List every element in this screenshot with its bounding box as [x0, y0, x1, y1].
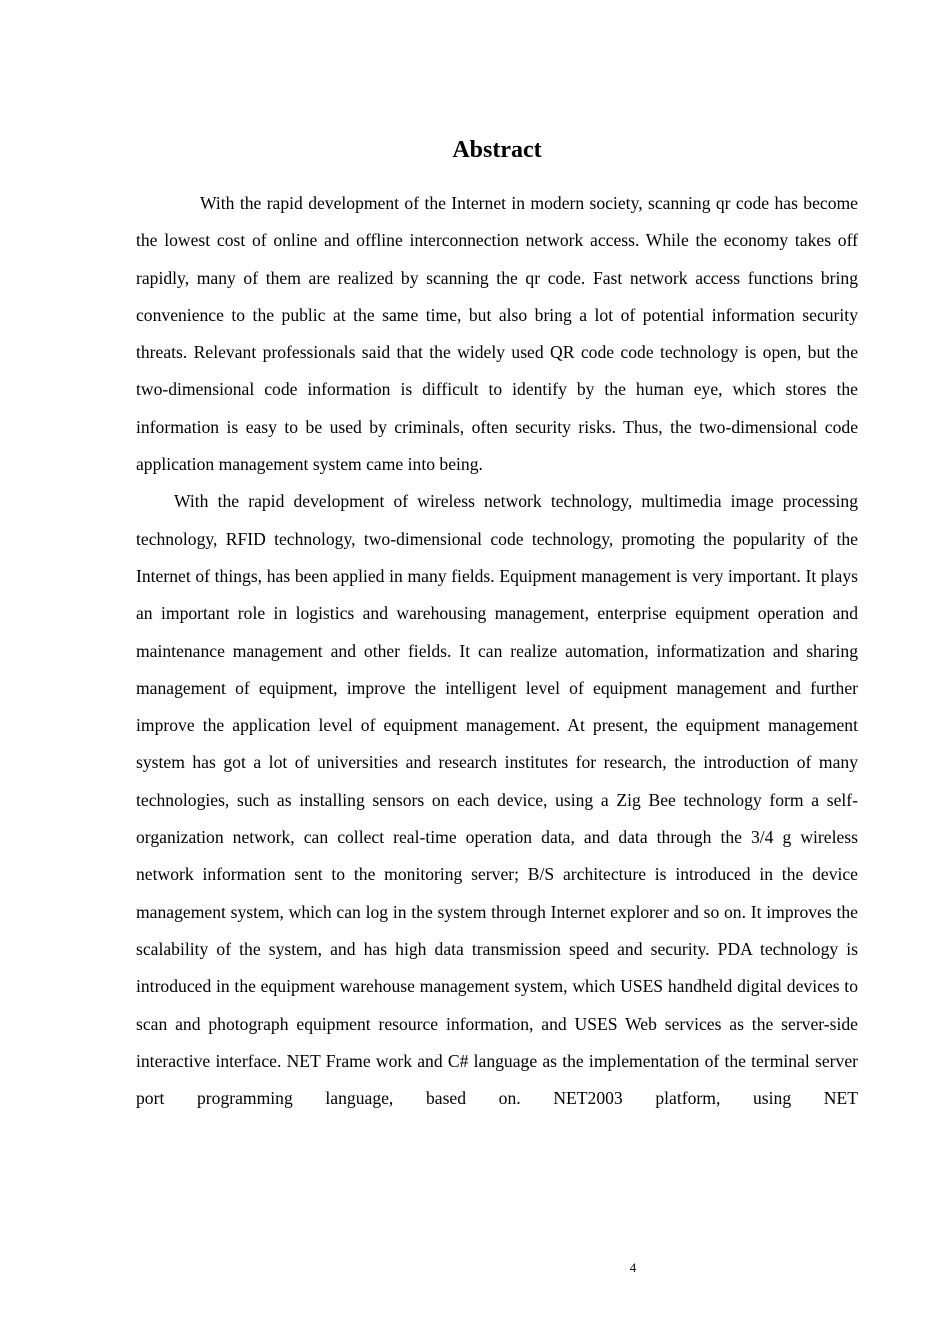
abstract-paragraph-1: With the rapid development of the Internet in modern society, scanning qr code has become the lowest cost of online and offline interconnection network access. While the economy takes off rapidly, many of them are realized by scanning the qr code. Fast network access functions bring convenience to the public at the same time, but also bring a lot of potential information security threats. Relevant professionals said that the widely used QR code code technology is open, but the two-dimensional code information is difficult to identify by the human eye, which stores the information is easy to be used by criminals, often security risks. Thus, the two-dimensional code application management system came into being. [136, 193, 858, 475]
abstract-title: Abstract [452, 137, 542, 163]
abstract-body [136, 185, 858, 1117]
page-number: 4 [629, 1260, 637, 1275]
abstract-paragraph-2: With the rapid development of wireless network technology, multimedia image processing technology, RFID technology, two-dimensional code technology, promoting the popularity of the Internet of things, has been applied in many fields. Equipment management is very important. It plays an important role in logistics and warehousing management, enterprise equipment operation and maintenance management and other fields. It can realize automation, informatization and sharing management of equipment, improve the intelligent level of equipment management and further improve the application level of equipment management. At present, the equipment management system has got a lot of universities and research institutes for research, the introduction of many technologies, such as installing sensors on each device, using a Zig Bee technology form a self-organization network, can collect real-time operation data, and data through the 3/4 g wireless network information sent to the monitoring server; B/S architecture is introduced in the device management system, which can log in the system through Internet explorer and so on. It improves the scalability of the system, and has high data transmission speed and security. PDA technology is introduced in the equipment warehouse management system, which USES handheld digital devices to scan and photograph equipment resource information, and USES Web services as the server-side interactive interface. NET Frame work and C# language as the implementation of the terminal server port programming language, based on. NET2003 platform, using NET [136, 491, 858, 1109]
